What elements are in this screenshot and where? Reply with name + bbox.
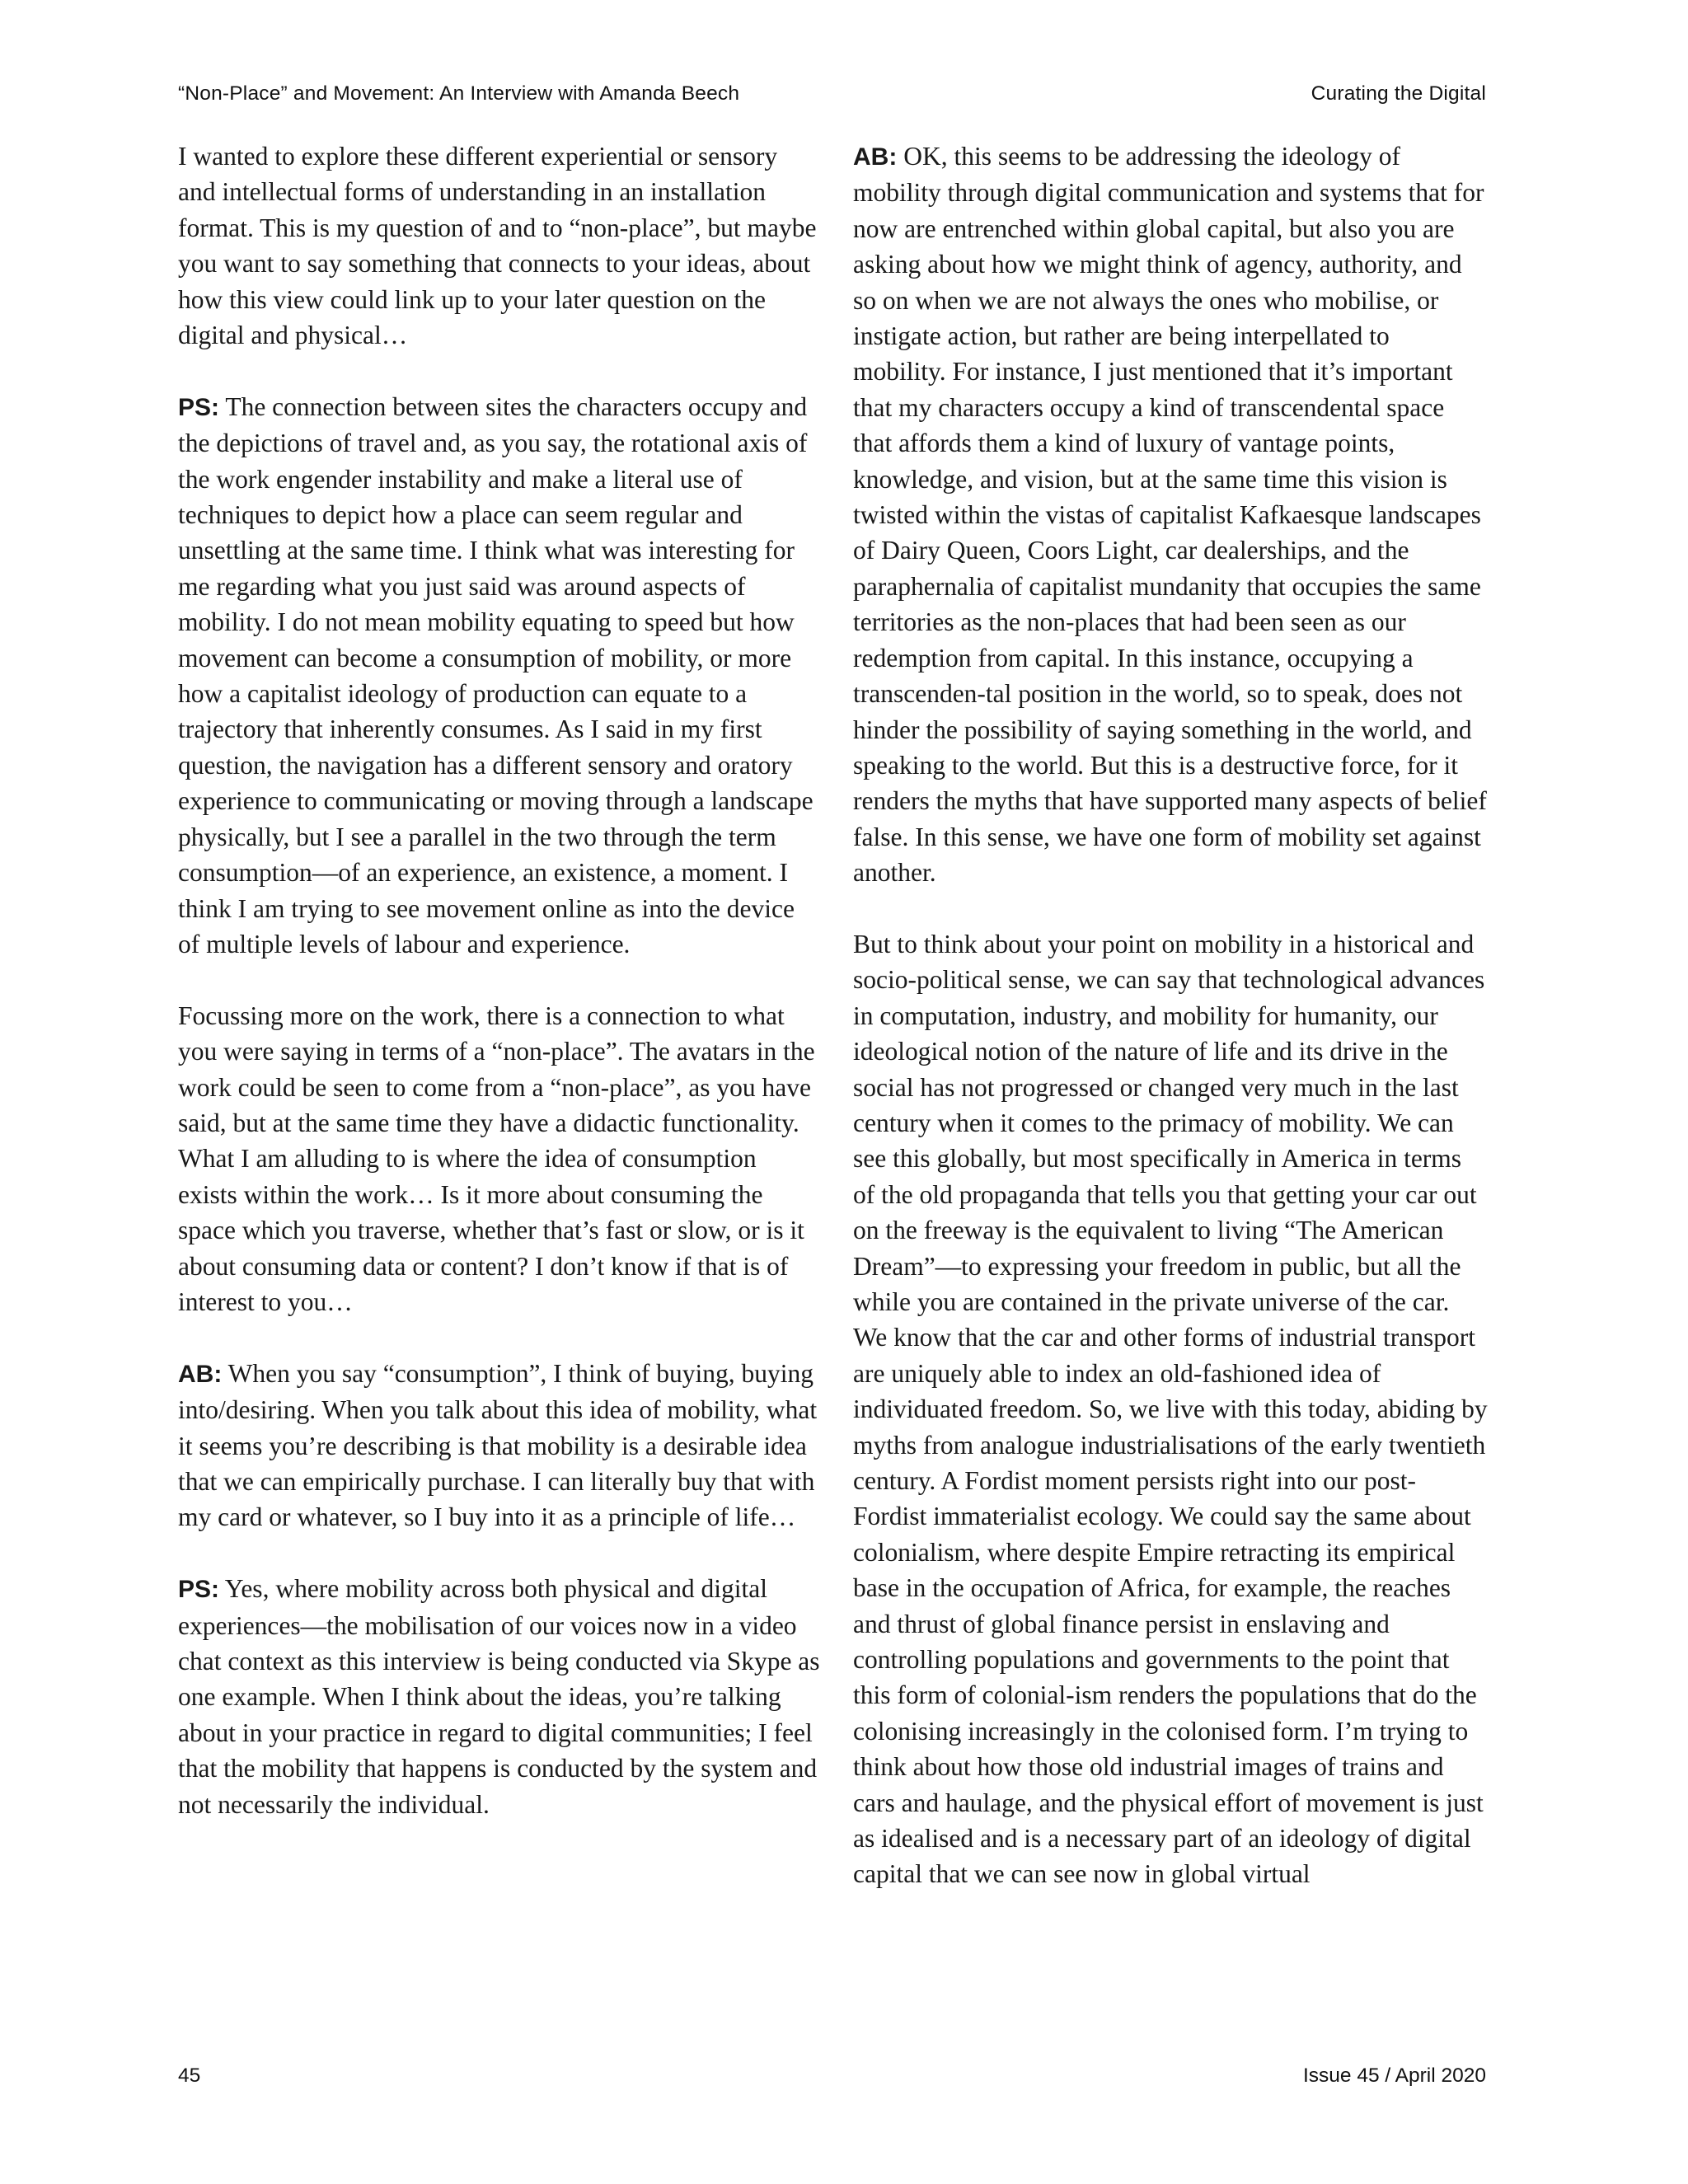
page-number: 45 <box>178 2064 201 2087</box>
speaker-label: PS: <box>178 393 220 421</box>
left-column <box>178 138 821 1858</box>
paragraph-text: I wanted to explore these different experiential or sensory and intellectual forms of understanding in an installation format. This is my question of and to “non-place”, but maybe you want to say something that connects to your ideas, about how this view could link up to your later question on the digital and physical… <box>178 142 817 350</box>
paragraph-text: Yes, where mobility across both physical and digital experiences—the mobilisation of our voices now in a video chat context as this interview is being conducted via Skype as one example. When I think about the ideas, you’re talking about in your practice in regard to digital communities; I feel that the mobility that happens is conducted by the system and not necessarily the individual. <box>178 1574 820 1819</box>
speaker-label: PS: <box>178 1576 220 1604</box>
issue-label: Issue 45 / April 2020 <box>1302 2064 1486 2087</box>
paragraph <box>178 998 821 1320</box>
paragraph <box>178 389 821 963</box>
paragraph <box>178 1356 821 1535</box>
paragraph-text: The connection between sites the characters occupy and the depictions of travel and, as you say, the rotational axis of the work engender instability and make a literal use of techniques to depict how a place can seem regular and unsettling at the same time. I think what was interesting for me regarding what you just said was around aspects of mobility. I do not mean mobility equating to speed but how movement can become a consumption of mobility, or more how a capitalist ideology of production can equate to a trajectory that inherently consumes. As I said in my first question, the navigation has a different sensory and oratory experience to communicating or moving through a landscape physically, but I see a parallel in the two through the term consumption—of an experience, an existence, a moment. I think I am trying to see movement online as into the device of multiple levels of labour and experience. <box>178 391 814 958</box>
paragraph <box>178 138 821 353</box>
running-head-article-title: “Non-Place” and Movement: An Interview with Amanda Beech <box>178 82 740 105</box>
running-head-section-title: Curating the Digital <box>1311 82 1486 105</box>
paragraph-text: When you say “consumption”, I think of buying, buying into/desiring. When you talk about this idea of mobility, what it seems you’re describing is that mobility is a desirable idea that we can empirically purchase. I can literally buy that with my card or whatever, so I buy into it as a principle of life… <box>178 1358 818 1532</box>
paragraph <box>853 138 1488 891</box>
paragraph <box>853 926 1488 1892</box>
paragraph-text: OK, this seems to be addressing the ideology of mobility through digital communication and systems that for now are entrenched within global capital, but also you are asking about how we might think of agency, authority, and so on when we are not always the ones who mobilise, or instigate action, but rather are being interpellated to mobility. For instance, I just mentioned that it’s important that my characters occupy a kind of transcendental space that affords them a kind of luxury of vantage points, knowledge, and vision, but at the same time this vision is twisted within the vistas of capitalist Kafkaesque landscapes of Dairy Queen, Coors Light, car dealerships, and the paraphernalia of capitalist mundanity that occupies the same territories as the non-places that had been seen as our redemption from capital. In this instance, occupying a transcenden-tal position in the world, so to speak, does not hinder the possibility of saying something in the world, and speaking to the world. But this is a destructive force, for it renders the myths that have supported many aspects of belief false. In this sense, we have one form of mobility set against another. <box>853 142 1487 888</box>
speaker-label: AB: <box>178 1360 223 1388</box>
paragraph <box>178 1571 821 1822</box>
paragraph-text: Focussing more on the work, there is a connection to what you were saying in terms of a “non-place”. The avatars in the work could be seen to come from a “non-place”, as you have said, but at the same time they have a didactic functionality. What I am alluding to is where the idea of consumption exists within the work… Is it more about consuming the space which you traverse, whether that’s fast or slow, or is it about consuming data or content? I don’t know if that is of interest to you… <box>178 1001 815 1316</box>
paragraph-text: But to think about your point on mobility in a historical and socio-political sense, we can say that technological advances in computation, industry, and mobility for humanity, our ideological notion of the nature of life and its drive in the social has not progressed or changed very much in the last century when it comes to the primacy of mobility. We can see this globally, but most specifically in America in terms of the old propaganda that tells you that getting your car out on the freeway is the equivalent to living “The American Dream”—to expressing your freedom in public, but all the while you are contained in the private universe of the car. We know that the car and other forms of industrial transport are uniquely able to index an old-fashioned idea of individuated freedom. So, we live with this today, abiding by myths from analogue industrialisations of the early twentieth century. A Fordist moment persists right into our post-Fordist immaterialist ecology. We could say the same about colonialism, where despite Empire retracting its empirical base in the occupation of Africa, for example, the reaches and thrust of global finance persist in enslaving and controlling populations and governments to the point that this form of colonial-ism renders the populations that do the colonising increasingly in the colonised form. I’m trying to think about how those old industrial images of trains and cars and haulage, and the physical effort of movement is just as idealised and is a necessary part of an ideology of digital capital that we can see now in global virtual <box>853 929 1488 1889</box>
right-column <box>853 138 1488 1928</box>
speaker-label: AB: <box>853 143 898 171</box>
